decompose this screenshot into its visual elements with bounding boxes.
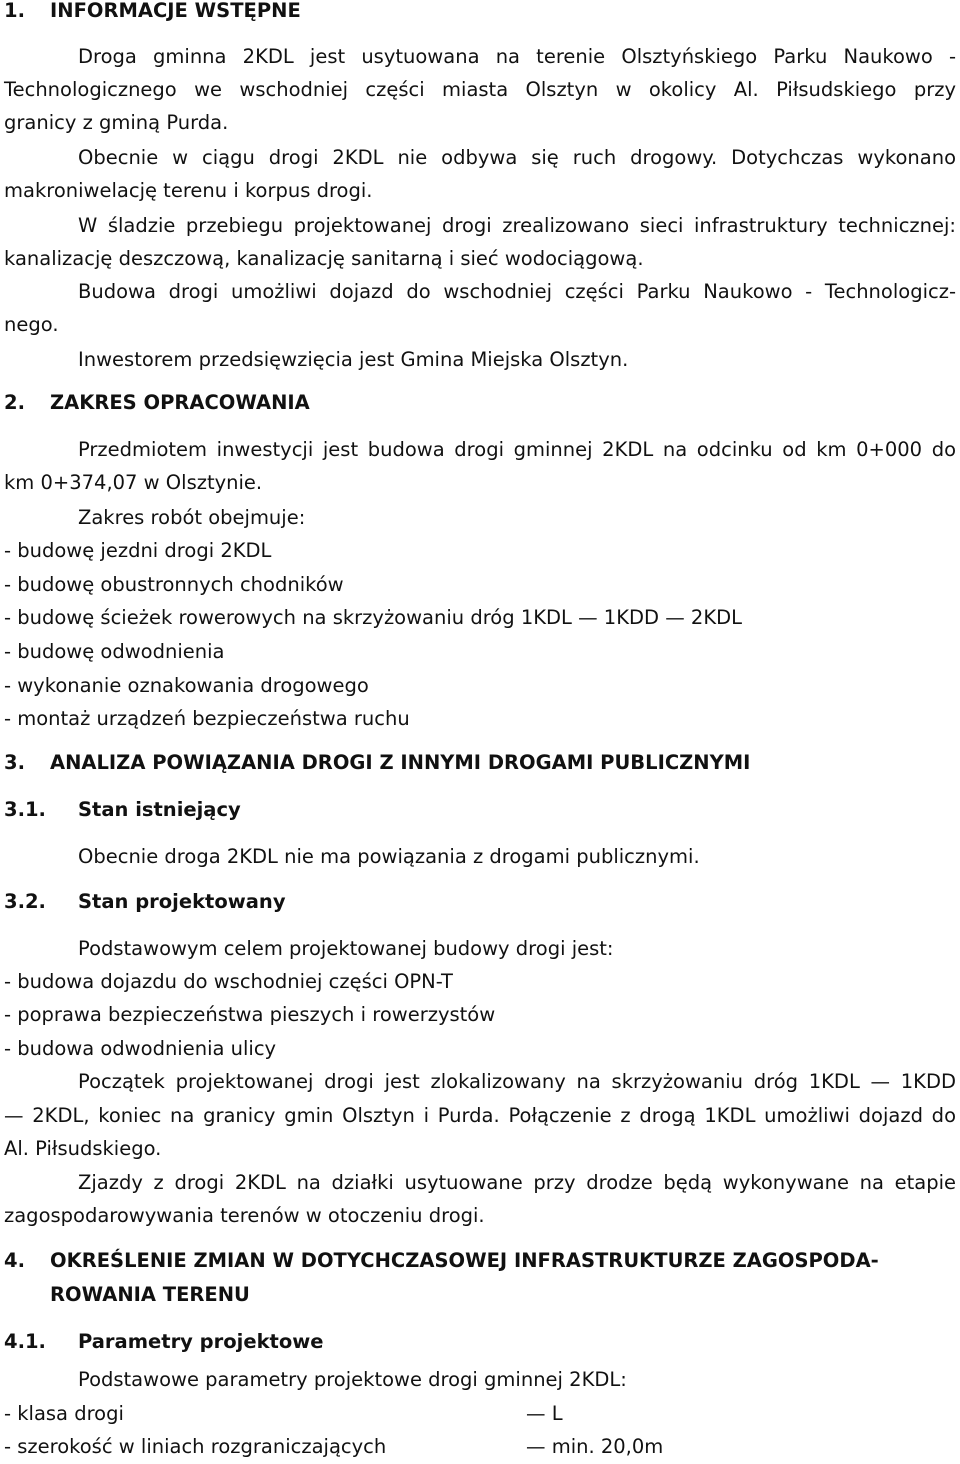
list-item: - budowę obustronnych chodników [4,573,344,596]
section-number: 1. [4,0,25,22]
subsection-number: 3.1. [4,798,46,821]
paragraph-line: — 2KDL, koniec na granicy gmin Olsztyn i Purda. Połączenie z drogą 1KDL umożliwi dojazd do [4,1104,956,1127]
parameter-label: - szerokość w liniach rozgraniczających [4,1435,387,1458]
parameter-row [4,1397,956,1431]
paragraph-line: Podstawowym celem projektowanej budowy drogi jest: [78,937,614,960]
section-4-heading [4,1244,956,1278]
paragraph-line: Al. Piłsudskiego. [4,1137,162,1160]
parameter-row [4,1430,956,1464]
list-item: - wykonanie oznakowania drogowego [4,674,369,697]
section-3-1-heading [4,793,956,827]
section-3-heading [4,746,956,780]
paragraph-line: Przedmiotem inwestycji jest budowa drogi gminnej 2KDL na odcinku od km 0+000 do [78,438,956,461]
paragraph-line: nego. [4,313,59,336]
section-3-2-heading [4,885,956,919]
paragraph-line: granicy z gminą Purda. [4,111,229,134]
paragraph-line: Obecnie w ciągu drogi 2KDL nie odbywa się ruch drogowy. Dotychczas wykonano [78,146,956,169]
section-title: INFORMACJE WSTĘPNE [50,0,301,22]
section-2-heading [4,386,956,420]
subsection-title: Parametry projektowe [78,1330,324,1353]
list-item: - budowa odwodnienia ulicy [4,1037,277,1060]
paragraph-line: W śladzie przebiegu projektowanej drogi zrealizowano sieci infrastruktury technicznej: [78,214,956,237]
list-item: - budowę odwodnienia [4,640,225,663]
list-item: - budowa dojazdu do wschodniej części OPN-T [4,970,453,993]
parameter-value: — L [526,1402,563,1425]
list-item: - poprawa bezpieczeństwa pieszych i rowerzystów [4,1003,496,1026]
section-1-heading [4,0,956,28]
list-item: - budowę jezdni drogi 2KDL [4,539,272,562]
subsection-title: Stan projektowany [78,890,286,913]
list-item: - budowę ścieżek rowerowych na skrzyżowaniu dróg 1KDL — 1KDD — 2KDL [4,606,742,629]
subsection-number: 3.2. [4,890,46,913]
paragraph-line: Podstawowe parametry projektowe drogi gminnej 2KDL: [78,1368,627,1391]
paragraph-line: Inwestorem przedsięwzięcia jest Gmina Miejska Olsztyn. [78,348,629,371]
list-item: - montaż urządzeń bezpieczeństwa ruchu [4,707,410,730]
parameter-label: - klasa drogi [4,1402,124,1425]
paragraph-line: Droga gminna 2KDL jest usytuowana na terenie Olsztyńskiego Parku Naukowo - [78,45,956,68]
subsection-title: Stan istniejący [78,798,241,821]
paragraph-line: Technologicznego we wschodniej części miasta Olsztyn w okolicy Al. Piłsudskiego przy [4,78,956,101]
paragraph-line: Zjazdy z drogi 2KDL na działki usytuowane przy drodze będą wykonywane na etapie [78,1171,956,1194]
paragraph-line: Początek projektowanej drogi jest zlokalizowany na skrzyżowaniu dróg 1KDL — 1KDD [78,1070,956,1093]
paragraph-line: Budowa drogi umożliwi dojazd do wschodniej części Parku Naukowo - Technologicz- [78,280,956,303]
section-title: ANALIZA POWIĄZANIA DROGI Z INNYMI DROGAMI PUBLICZNYMI [50,751,751,774]
paragraph-line: Zakres robót obejmuje: [78,506,306,529]
section-title: ZAKRES OPRACOWANIA [50,391,310,414]
paragraph-line: kanalizację deszczową, kanalizację sanitarną i sieć wodociągową. [4,247,644,270]
section-title: OKREŚLENIE ZMIAN W DOTYCHCZASOWEJ INFRASTRUKTURZE ZAGOSPODA- [50,1249,879,1272]
paragraph-line: Obecnie droga 2KDL nie ma powiązania z drogami publicznymi. [78,845,700,868]
parameter-value: — min. 20,0m [526,1435,664,1458]
paragraph-line: km 0+374,07 w Olsztynie. [4,471,263,494]
section-4-1-heading [4,1325,956,1359]
paragraph-line: makroniwelację terenu i korpus drogi. [4,179,373,202]
subsection-number: 4.1. [4,1330,46,1353]
paragraph-line: zagospodarowywania terenów w otoczeniu drogi. [4,1204,485,1227]
section-title-continuation: ROWANIA TERENU [50,1283,250,1306]
section-number: 3. [4,751,25,774]
section-number: 2. [4,391,25,414]
section-number: 4. [4,1249,25,1272]
